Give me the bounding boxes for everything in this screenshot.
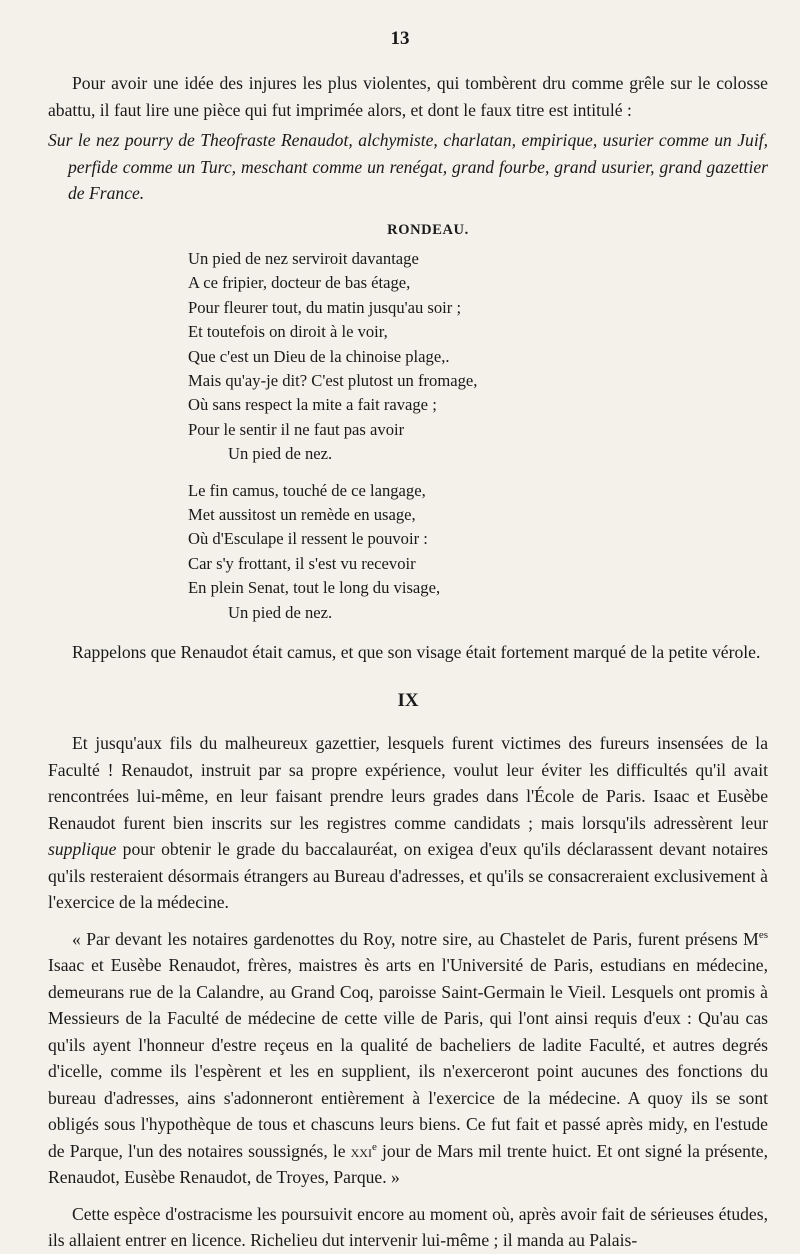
poem-line: Un pied de nez serviroit davantage bbox=[188, 249, 419, 268]
poem-stanza-2 bbox=[188, 479, 768, 625]
paragraph-sons-text-a: Et jusqu'aux fils du malheureux gazettier, lesquels furent victimes des fureurs insensées de la Faculté ! Renaudot, instruit par sa propre expérience, voulut leur éviter les difficultés qu'il avait rencontrées lui-même, en leur faisant prendre leurs grades dans l'École de Paris. Isaac et Eusèbe Renaudot furent bien inscrits sur les registres comme candidats ; mais lorsqu'ils adressèrent leur bbox=[48, 733, 768, 833]
poem-line: Pour le sentir il ne faut pas avoir bbox=[188, 419, 405, 439]
notarial-superscript: es bbox=[758, 928, 768, 941]
poem-refrain: Un pied de nez. bbox=[228, 444, 333, 464]
poem-stanza-1 bbox=[188, 247, 768, 467]
poem-line: Où sans respect la mite a fait ravage ; bbox=[188, 395, 437, 415]
poem-line: Le fin camus, touché de ce langage, bbox=[188, 480, 426, 500]
poem-line: Que c'est un Dieu de la chinoise plage,. bbox=[188, 346, 450, 366]
paragraph-camus: Rappelons que Renaudot était camus, et que son visage était fortement marqué de la petite vérole. bbox=[72, 642, 761, 663]
section-heading: IX bbox=[397, 689, 419, 711]
rondeau-heading: RONDEAU. bbox=[387, 221, 469, 238]
paragraph-ostracism: Cette espèce d'ostracisme les poursuivit encore au moment où, après avoir fait de sérieuses études, ils allaient entrer en licence. Richelieu dut intervenir lui-même ; il manda au Palais- bbox=[48, 1203, 768, 1251]
paragraph-sons-text-b: pour obtenir le grade du baccalauréat, on exigea d'eux qu'ils déclarassent devant notaires qu'ils resteraient désormais étrangers au Bureau d'adresses, et qu'ils se consacreraient exclusivement à l'exercice de la médecine. bbox=[48, 839, 768, 913]
notarial-text-b: Isaac et Eusèbe Renaudot, frères, maistres ès arts en l'Université de Paris, estudians en médecine, demeurans rue de la Calandre, au Grand Coq, paroisse Saint-Germain le Vieil. Lesquels ont promis à Messieurs de la Faculté de médecine de cette ville de Paris, qui l'ont ainsi requis d'eux : Qu'au cas qu'ils ayent l'honneur d'estre reçeus en la qualité de bacheliers de ladite Faculté, et autres degrés d'icelle, comme ils l'espèrent et les en supplient, ils n'exerceront point aucunes des fonctions du bureau d'adresses, ains s'adonneront entièrement à l'exercice de la médecine. A quoy ils se sont obligés sous l'hypothèque de tous et chascuns leurs biens. Ce fut fait et passé après midy, en l'estude de Parque, l'un des notaires soussignés, le bbox=[48, 955, 768, 1161]
notarial-text-a: « Par devant les notaires gardenottes du Roy, notre sire, au Chastelet de Paris, furent présens M bbox=[72, 928, 759, 949]
poem-line: Pour fleurer tout, du matin jusqu'au soir ; bbox=[188, 297, 462, 317]
poem-line: En plein Senat, tout le long du visage, bbox=[188, 578, 441, 598]
notarial-superscript: e bbox=[371, 1140, 377, 1153]
notarial-day-numeral: xxi bbox=[350, 1140, 372, 1161]
poem-line: Et toutefois on diroit à le voir, bbox=[188, 322, 388, 342]
page-number: 13 bbox=[390, 28, 410, 49]
poem-refrain: Un pied de nez. bbox=[228, 602, 333, 622]
poem-line: Met aussitost un remède en usage, bbox=[188, 505, 416, 525]
paragraph-sons bbox=[48, 730, 768, 916]
rondeau-poem bbox=[188, 247, 768, 625]
paragraph-sons-italic: supplique bbox=[48, 839, 117, 860]
notarial-text-c: jour de Mars mil trente huict. Et ont signé la présente, Renaudot, Eusèbe Renaudot, de Troyes, Parque. » bbox=[48, 1140, 768, 1188]
pamphlet-title bbox=[48, 127, 768, 207]
page-body bbox=[48, 70, 768, 1254]
poem-line: Où d'Esculape il ressent le pouvoir : bbox=[188, 529, 428, 549]
poem-line: Car s'y frottant, il s'est vu recevoir bbox=[188, 553, 416, 573]
paragraph-intro: Pour avoir une idée des injures les plus violentes, qui tombèrent dru comme grêle sur le colosse abattu, il faut lire une pièce qui fut imprimée alors, et dont le faux titre est intitulé : bbox=[48, 73, 768, 120]
paragraph-notarial-act bbox=[48, 926, 768, 1191]
poem-line: Mais qu'ay-je dit? C'est plutost un fromage, bbox=[188, 371, 478, 391]
pamphlet-title-text: Sur le nez pourry de Theofraste Renaudot, alchymiste, charlatan, empirique, usurier comme un Juif, perfide comme un Turc, meschant comme un renégat, grand fourbe, grand usurier, grand gazettier de France. bbox=[48, 130, 768, 203]
poem-line: A ce fripier, docteur de bas étage, bbox=[188, 273, 411, 293]
